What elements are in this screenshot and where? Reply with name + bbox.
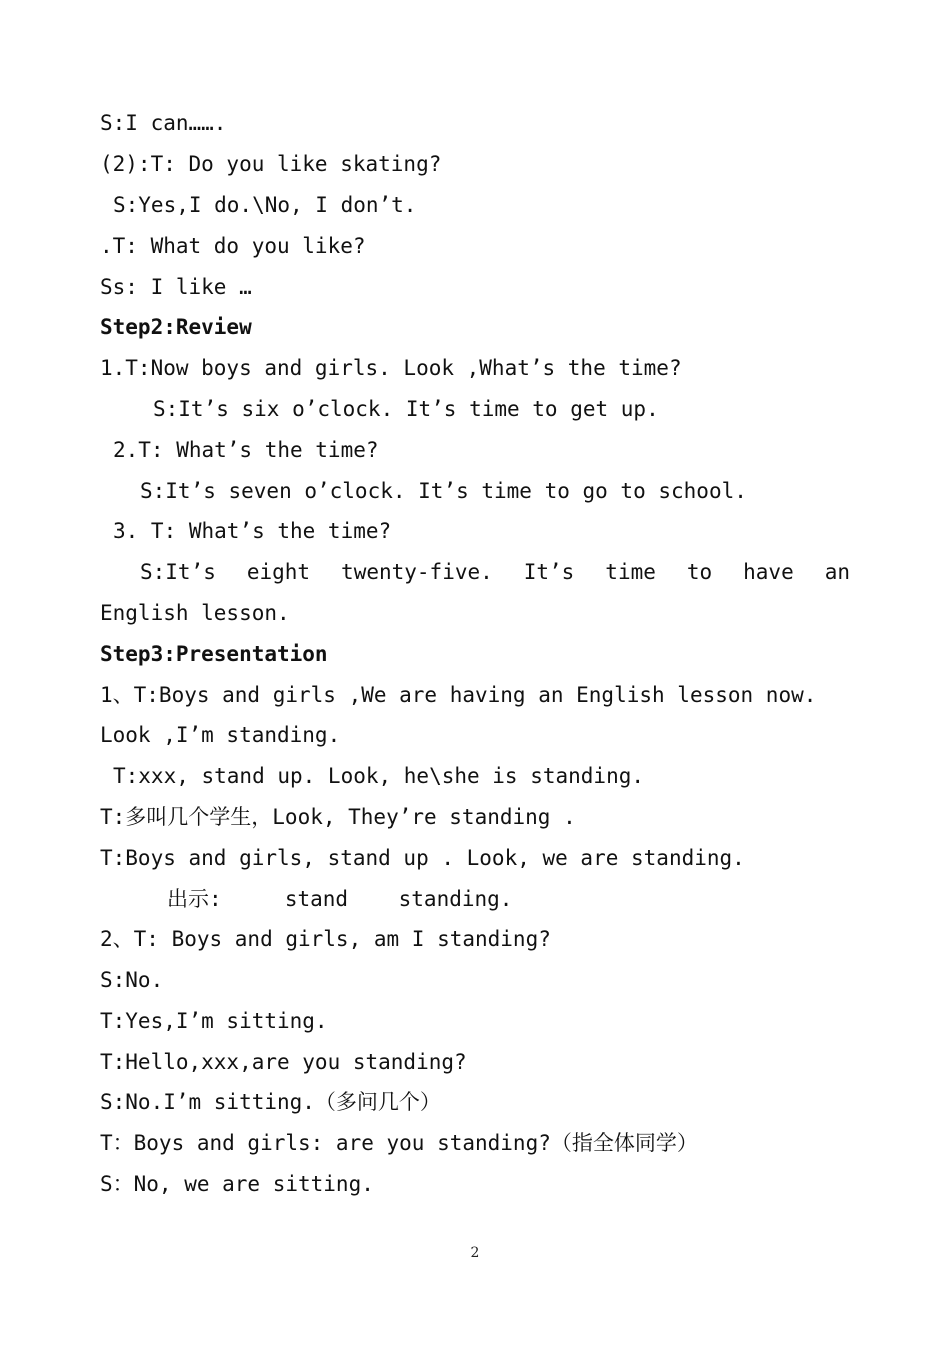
text-line-16: Look ,I’m standing. [100,723,341,747]
text-line-21: 2、T: Boys and girls, am I standing? [100,927,551,951]
text-line-5: Ss: I like … [100,275,252,299]
text-line-17: T:xxx, stand up. Look, he\she is standing. [113,764,645,788]
text-line-12: S:It’s eight twenty-five. It’s time to have an [140,560,850,584]
text-line-10: S:It’s seven o’clock. It’s time to go to school. [140,479,747,503]
text-line-27: S：No, we are sitting. [100,1172,374,1196]
page-number: 2 [470,1245,480,1261]
text-line-1: S:I can……. [100,111,227,135]
text-line-2: (2):T: Do you like skating? [100,152,442,176]
text-line-24: T:Hello,xxx,are you standing? [100,1050,467,1074]
text-line-19: T:Boys and girls, stand up . Look, we are standing. [100,846,745,870]
text-line-25: S:No.I’m sitting.（多问几个） [100,1090,441,1114]
text-line-20: 出示: stand standing. [167,887,513,911]
section-heading-review: Step2:Review [100,315,252,339]
text-line-15: 1、T:Boys and girls ,We are having an English lesson now. [100,683,817,707]
text-line-8: S:It’s six o’clock. It’s time to get up. [153,397,659,421]
text-line-3: S:Yes,I do.\No, I don’t. [113,193,417,217]
text-line-11: 3. T: What’s the time? [113,519,392,543]
text-line-22: S:No. [100,968,164,992]
text-line-4: .T: What do you like? [100,234,366,258]
text-line-23: T:Yes,I’m sitting. [100,1009,328,1033]
text-line-13: English lesson. [100,601,290,625]
section-heading-presentation: Step3:Presentation [100,642,328,666]
text-line-7: 1.T:Now boys and girls. Look ,What’s the time? [100,356,682,380]
text-line-18: T:多叫几个学生，Look, They’re standing . [100,805,576,829]
text-line-26: T：Boys and girls: are you standing?（指全体同学） [100,1131,698,1155]
text-line-9: 2.T: What’s the time? [113,438,379,462]
